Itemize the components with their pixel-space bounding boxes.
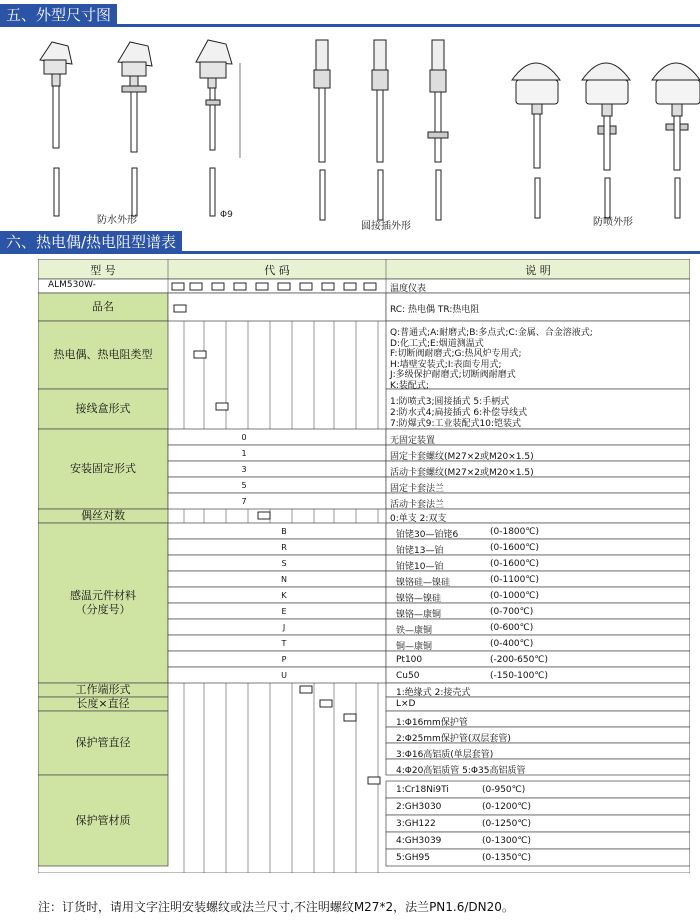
install-code-cell-4	[168, 493, 386, 509]
row-work-end: 工作端形式	[75, 683, 131, 696]
code-slot-0	[172, 283, 184, 290]
material-code-0: B	[281, 527, 287, 536]
outline-drawings	[0, 28, 700, 233]
install-code-cell-1	[168, 445, 386, 461]
material-range-5: (0-700℃)	[490, 607, 534, 617]
code-slot-8	[344, 283, 356, 290]
work-end-desc: 1:绝缘式 2:接壳式	[396, 688, 471, 698]
spray-drawing-1	[512, 63, 560, 218]
code-box-type	[194, 351, 206, 358]
material-name-5: 镍铬—康铜	[396, 610, 442, 620]
waterproof-drawing-1	[40, 42, 72, 216]
waterproof-drawing-3	[196, 40, 240, 216]
install-code-cell-2	[168, 461, 386, 477]
material-code-3: N	[281, 575, 287, 584]
section6-underline	[0, 251, 700, 254]
junction-line-2: 7:防爆式9:工业装配式10:铠装式	[390, 419, 522, 429]
material-range-8: (-200-650℃)	[490, 655, 548, 665]
type-line-2: F:切断阀耐磨式;G:热风炉专用式;	[390, 349, 522, 359]
row-type: 热电偶、热电阻类型	[53, 348, 153, 361]
code-slot-6	[300, 283, 312, 290]
material-range-0: (0-1800℃)	[490, 527, 540, 537]
round-plug-drawing-2	[372, 40, 388, 220]
caption-spray: 防喷外形	[593, 217, 633, 228]
model-code: ALM530W-	[48, 280, 96, 290]
material-range-1: (0-1600℃)	[490, 543, 540, 553]
row-length-desc	[386, 697, 690, 711]
install-desc-1: 固定卡套螺纹(M27×2或M20×1.5)	[390, 452, 534, 462]
row-product-name: 品名	[92, 300, 114, 313]
material-range-2: (0-1600℃)	[490, 559, 540, 569]
section5-title: 五、外型尺寸图	[0, 4, 117, 26]
header-desc: 说 明	[525, 264, 551, 277]
tube-mat-name-4: 5:GH95	[396, 853, 430, 863]
material-code-4: K	[281, 591, 287, 600]
row-product-name-code	[168, 293, 386, 321]
code-slot-1	[190, 283, 202, 290]
model-desc: 温度仪表	[390, 284, 427, 294]
row-tube-diameter: 保护管直径	[75, 736, 131, 749]
caption-waterproof: 防水外形	[97, 215, 137, 226]
round-plug-drawing-3	[428, 40, 448, 220]
install-code-1: 1	[241, 449, 247, 458]
type-line-1: D:化工式;E:烟道测温式	[390, 338, 484, 349]
code-box-junction	[216, 403, 228, 410]
material-name-9: Cu50	[396, 671, 420, 681]
row-install: 安装固定形式	[70, 462, 136, 475]
material-range-3: (0-1100℃)	[490, 575, 540, 585]
install-desc-3: 固定卡套法兰	[390, 484, 445, 494]
row-tube-material: 保护管材质	[75, 813, 131, 827]
tube-mat-range-4: (0-1350℃)	[482, 853, 532, 863]
tube-mat-name-2: 3:GH122	[396, 819, 436, 829]
junction-line-0: 1:防喷式3;圆接插式 5:手柄式	[390, 397, 510, 407]
code-box-pairs	[258, 512, 270, 519]
tube-dia-line-1: 2:Φ25mm保护管(双层套管)	[396, 734, 511, 744]
install-desc-4: 活动卡套法兰	[390, 500, 445, 510]
code-box-length	[320, 700, 332, 707]
tube-mat-name-1: 2:GH3030	[396, 802, 442, 812]
code-box-product	[174, 305, 186, 312]
caption-round-plug: 圆接插外形	[361, 221, 411, 232]
section6-header	[0, 231, 700, 253]
material-code-7: T	[281, 639, 287, 648]
tube-dia-line-2: 3:Φ16高铝质(单层套管)	[396, 750, 494, 760]
dim-phi9: Φ9	[220, 210, 233, 220]
material-code-8: P	[281, 655, 287, 664]
spray-drawing-2	[582, 63, 630, 218]
pairs-desc: 0:单支 2:双支	[390, 514, 447, 524]
install-code-cell-0	[168, 429, 386, 445]
install-code-cell-3	[168, 477, 386, 493]
code-box-tube-diameter	[344, 714, 356, 721]
material-range-7: (0-400℃)	[490, 639, 534, 649]
tube-mat-range-0: (0-950℃)	[482, 785, 526, 795]
section6-title: 六、热电偶/热电阻型谱表	[0, 231, 182, 253]
tube-dia-line-3: 4:Φ20高铝质管 5:Φ35高铝质管	[396, 766, 526, 776]
product-name-desc: RC: 热电偶 TR:热电阻	[390, 305, 480, 315]
material-name-2: 铂铑10—铂	[396, 562, 444, 572]
code-slot-9	[364, 283, 376, 290]
install-code-4: 7	[241, 497, 247, 506]
material-name-3: 镍铬硅—镍硅	[396, 578, 451, 588]
type-line-3: H:墙壁安装式;I:表面专用式;	[390, 359, 502, 370]
row-length: 长度×直径	[76, 697, 130, 710]
tube-mat-desc-cell-4	[386, 849, 690, 866]
header-model: 型 号	[90, 264, 116, 277]
waterproof-drawing-2	[118, 42, 152, 216]
material-range-6: (0-600℃)	[490, 623, 534, 633]
code-slot-2	[212, 283, 224, 290]
install-code-0: 0	[241, 433, 247, 442]
install-desc-2: 活动卡套螺纹(M27×2或M20×1.5)	[390, 468, 534, 478]
material-code-2: S	[281, 559, 287, 568]
code-slot-5	[278, 283, 290, 290]
tube-mat-range-2: (0-1250℃)	[482, 819, 532, 829]
install-code-2: 3	[241, 465, 247, 474]
material-name-8: Pt100	[396, 655, 423, 665]
tube-mat-range-1: (0-1200℃)	[482, 802, 532, 812]
row-junction-box: 接线盒形式	[75, 402, 131, 415]
tube-mat-range-3: (0-1300℃)	[482, 836, 532, 846]
tube-mat-name-3: 4:GH3039	[396, 836, 442, 846]
material-code-5: E	[281, 607, 287, 616]
tube-dia-line-0: 1:Φ16mm保护管	[396, 718, 468, 728]
code-box-work-end	[300, 686, 312, 693]
material-code-6: J	[282, 623, 286, 632]
type-line-4: J:多级保护耐磨式;切断阀耐磨式	[390, 370, 516, 380]
code-slot-7	[322, 283, 334, 290]
install-code-3: 5	[241, 481, 247, 490]
material-range-4: (0-1000℃)	[490, 591, 540, 601]
material-code-9: U	[281, 671, 287, 680]
round-plug-drawing-1	[314, 40, 330, 220]
type-line-5: K:装配式;	[390, 380, 429, 391]
code-slot-3	[234, 283, 246, 290]
junction-line-1: 2:防水式4;扁接插式 6:补偿导线式	[390, 408, 528, 418]
code-box-tube-material	[368, 777, 380, 784]
header-code: 代 码	[264, 264, 290, 277]
section5-header	[0, 4, 700, 26]
material-name-6: 铁—康铜	[396, 626, 433, 636]
material-code-1: R	[281, 543, 287, 552]
tube-mat-name-0: 1:Cr18Ni9Ti	[396, 785, 449, 795]
material-name-4: 镍铬—镍硅	[396, 594, 442, 604]
section5-underline	[0, 24, 700, 27]
length-desc: L×D	[396, 699, 416, 709]
material-name-1: 铂铑13—铂	[396, 546, 444, 556]
order-note: 注：订货时，请用文字注明安装螺纹或法兰尺寸,不注明螺纹M27*2，法兰PN1.6/DN20。	[38, 900, 514, 914]
row-material: 感温元件材料 （分度号）	[70, 589, 136, 616]
material-name-0: 铂铑30—铂铑6	[396, 530, 459, 540]
spray-drawing-3	[652, 63, 700, 218]
material-name-7: 铜—康铜	[396, 642, 433, 652]
row-pairs: 偶丝对数	[81, 509, 125, 522]
type-line-0: Q:普通式;A:耐磨式;B:多点式;C:金属、合金溶液式;	[390, 328, 593, 338]
code-slot-4	[256, 283, 268, 290]
install-desc-0: 无固定装置	[390, 436, 436, 446]
material-range-9: (-150-100℃)	[490, 671, 548, 681]
